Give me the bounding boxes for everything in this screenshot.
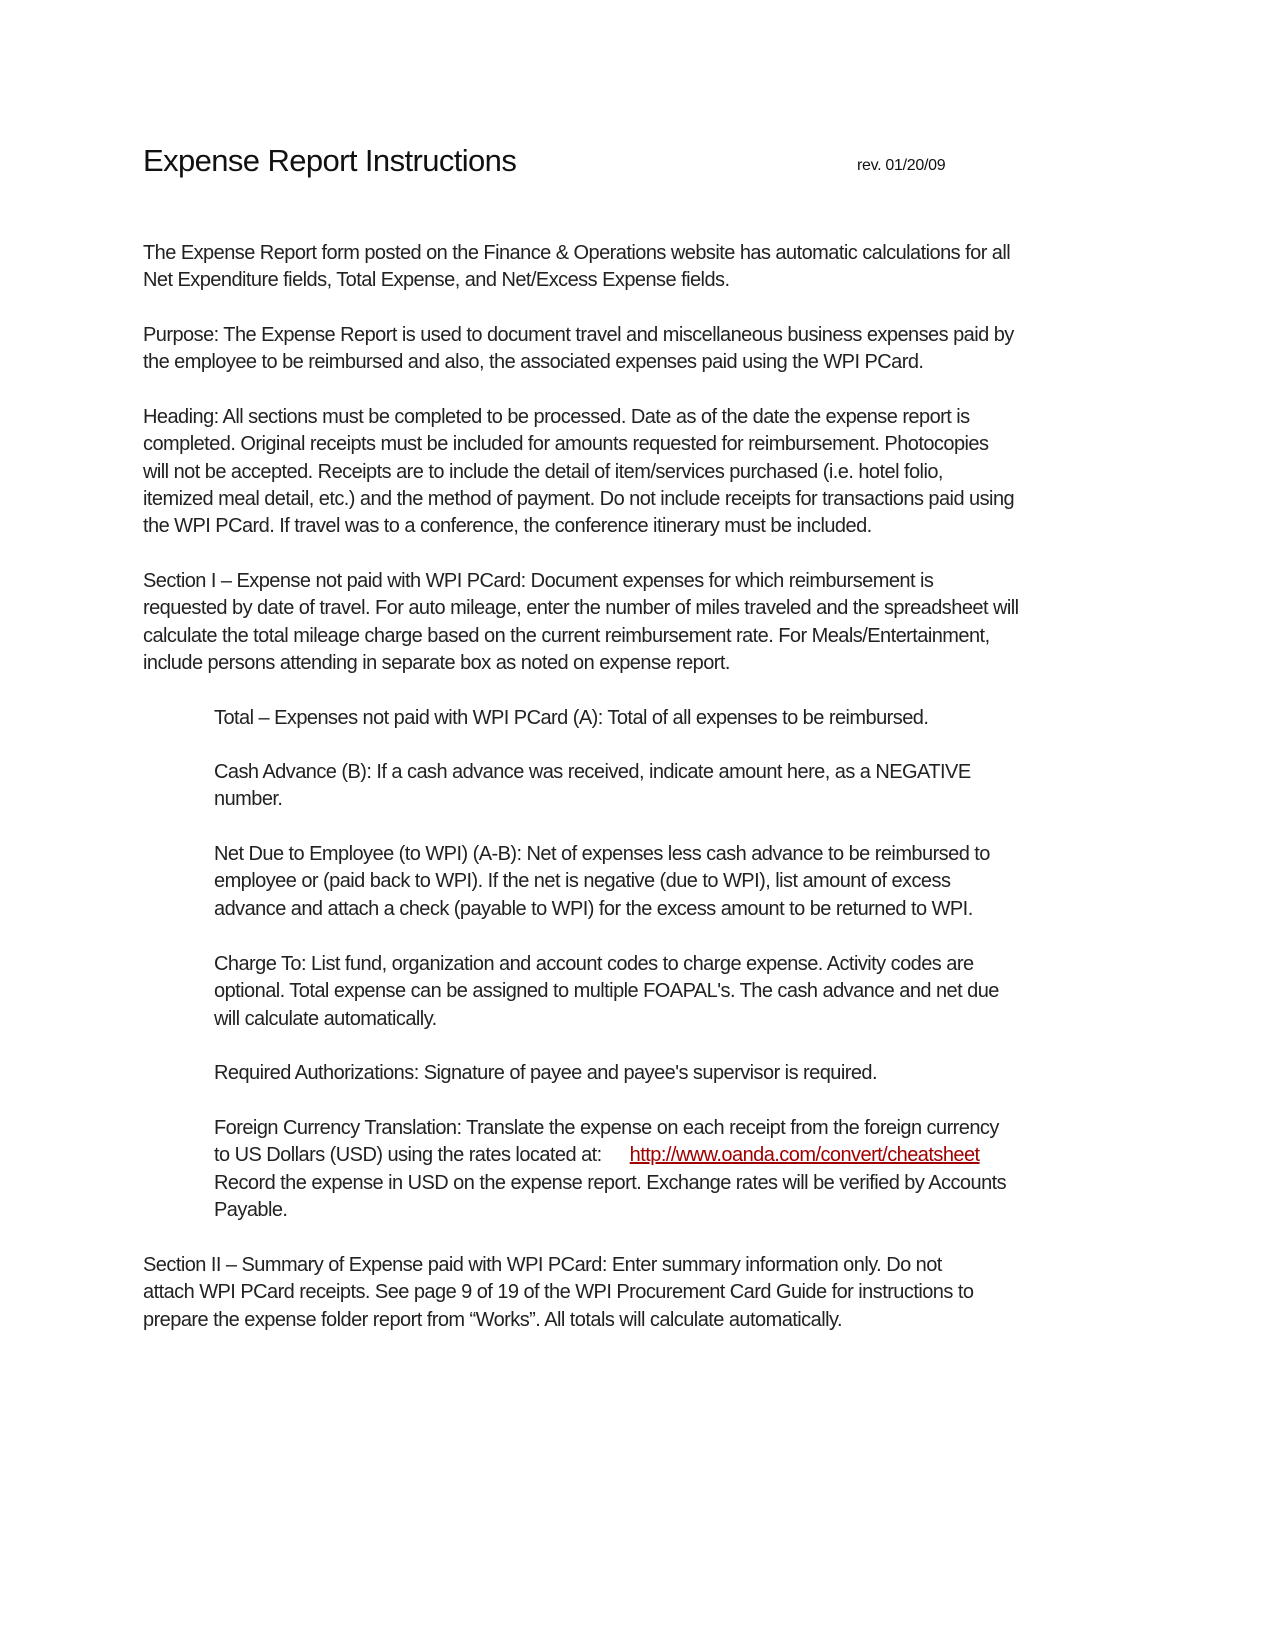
- text-line: [143, 650, 1019, 677]
- line-text: calculate the total mileage charge based on the current reimbursement rate. For Meals/Entertainment,: [143, 624, 990, 647]
- line-text: advance and attach a check (payable to WPI) for the excess amount to be returned to WPI.: [214, 897, 973, 920]
- text-line: [143, 486, 1014, 513]
- paragraph-purpose: [143, 322, 1014, 377]
- line-text: The Expense Report form posted on the Finance & Operations website has automatic calculations for all: [143, 242, 1011, 264]
- text-line: [143, 595, 1019, 622]
- line-text: Required Authorizations: Signature of payee and payee's supervisor is required.: [214, 1062, 878, 1084]
- line-text: Heading: All sections must be completed to be processed. Date as of the date the expense report is: [143, 406, 970, 428]
- text-line: [143, 459, 1014, 486]
- line-text: Total – Expenses not paid with WPI PCard (A): Total of all expenses to be reimbursed.: [214, 707, 929, 729]
- line-text: the WPI PCard. If travel was to a conference, the conference itinerary must be included.: [143, 515, 872, 538]
- text-line: [214, 1115, 1006, 1142]
- text-line: [143, 1279, 973, 1306]
- text-line: [143, 513, 1014, 540]
- line-text: employee or (paid back to WPI). If the net is negative (due to WPI), list amount of excess: [214, 870, 951, 893]
- line-text: Foreign Currency Translation: Translate the expense on each receipt from the foreign currency: [214, 1117, 999, 1139]
- text-line: [214, 868, 990, 895]
- text-line: [143, 349, 1014, 376]
- text-line: [143, 568, 1019, 595]
- paragraph-heading: [143, 404, 1014, 540]
- paragraph-net-due: [214, 841, 990, 923]
- paragraph-required-authorizations: [214, 1060, 877, 1087]
- paragraph-intro: [143, 240, 1010, 295]
- text-line: [214, 951, 999, 978]
- paragraph-section-1: [143, 568, 1019, 677]
- text-line: [214, 978, 999, 1005]
- paragraph-cash-advance: [214, 759, 971, 814]
- text-line: [214, 841, 990, 868]
- line-text: the employee to be reimbursed and also, the associated expenses paid using the WPI PCard.: [143, 351, 924, 374]
- line-text: Cash Advance (B): If a cash advance was received, indicate amount here, as a NEGATIVE: [214, 761, 971, 783]
- line-text: number.: [214, 788, 283, 811]
- line-text: optional. Total expense can be assigned to multiple FOAPAL's. The cash advance and net due: [214, 980, 999, 1003]
- paragraph-charge-to: [214, 951, 999, 1033]
- text-line: [214, 1006, 999, 1033]
- paragraph-foreign-currency: [214, 1115, 1006, 1224]
- text-line: [143, 240, 1010, 267]
- text-line: [214, 786, 971, 813]
- line-text: Net Due to Employee (to WPI) (A-B): Net of expenses less cash advance to be reimbursed to: [214, 843, 990, 865]
- text-line: [143, 431, 1014, 458]
- revision-date: rev. 01/20/09: [857, 157, 946, 174]
- line-text: completed. Original receipts must be included for amounts requested for reimbursement. Photocopies: [143, 433, 989, 456]
- paragraph-section-2: [143, 1252, 973, 1334]
- text-line: [143, 404, 1014, 431]
- text-line: [143, 322, 1014, 349]
- text-line: [214, 1170, 1006, 1197]
- line-text: itemized meal detail, etc.) and the method of payment. Do not include receipts for transactions paid using: [143, 487, 1015, 510]
- line-text: Charge To: List fund, organization and account codes to charge expense. Activity codes are: [214, 953, 974, 975]
- line-text: Net Expenditure fields, Total Expense, and Net/Excess Expense fields.: [143, 269, 730, 292]
- paragraph-total: [214, 705, 928, 732]
- line-text: Section I – Expense not paid with WPI PCard: Document expenses for which reimbursement is: [143, 570, 934, 592]
- oanda-cheatsheet-link[interactable]: http://www.oanda.com/convert/cheatsheet: [629, 1144, 980, 1167]
- text-line: [214, 1197, 1006, 1224]
- line-text: attach WPI PCard receipts. See page 9 of 19 of the WPI Procurement Card Guide for instructions to: [143, 1281, 974, 1304]
- line-text: Record the expense in USD on the expense report. Exchange rates will be verified by Accounts: [214, 1171, 1007, 1194]
- line-text: prepare the expense folder report from “Works”. All totals will calculate automatically.: [143, 1308, 842, 1331]
- text-line: [143, 267, 1010, 294]
- line-text: will calculate automatically.: [214, 1007, 437, 1030]
- line-text: requested by date of travel. For auto mileage, enter the number of miles traveled and the spreadsheet will: [143, 597, 1019, 620]
- line-text: will not be accepted. Receipts are to include the detail of item/services purchased (i.e. hotel folio,: [143, 460, 943, 483]
- text-line: [143, 623, 1019, 650]
- text-line: [214, 759, 971, 786]
- text-line: [214, 1142, 1006, 1169]
- text-line: [214, 896, 990, 923]
- line-text: Section II – Summary of Expense paid with WPI PCard: Enter summary information only. Do not: [143, 1254, 942, 1276]
- text-line: [214, 1060, 877, 1087]
- text-line: [214, 705, 928, 732]
- text-line: [143, 1307, 973, 1334]
- page-title: Expense Report Instructions: [143, 143, 517, 178]
- line-text: Purpose: The Expense Report is used to document travel and miscellaneous business expenses paid by: [143, 324, 1014, 346]
- line-text: Payable.: [214, 1198, 288, 1221]
- line-text: include persons attending in separate box as noted on expense report.: [143, 651, 730, 674]
- text-line: [143, 1252, 973, 1279]
- line-text: to US Dollars (USD) using the rates located at:: [214, 1144, 602, 1167]
